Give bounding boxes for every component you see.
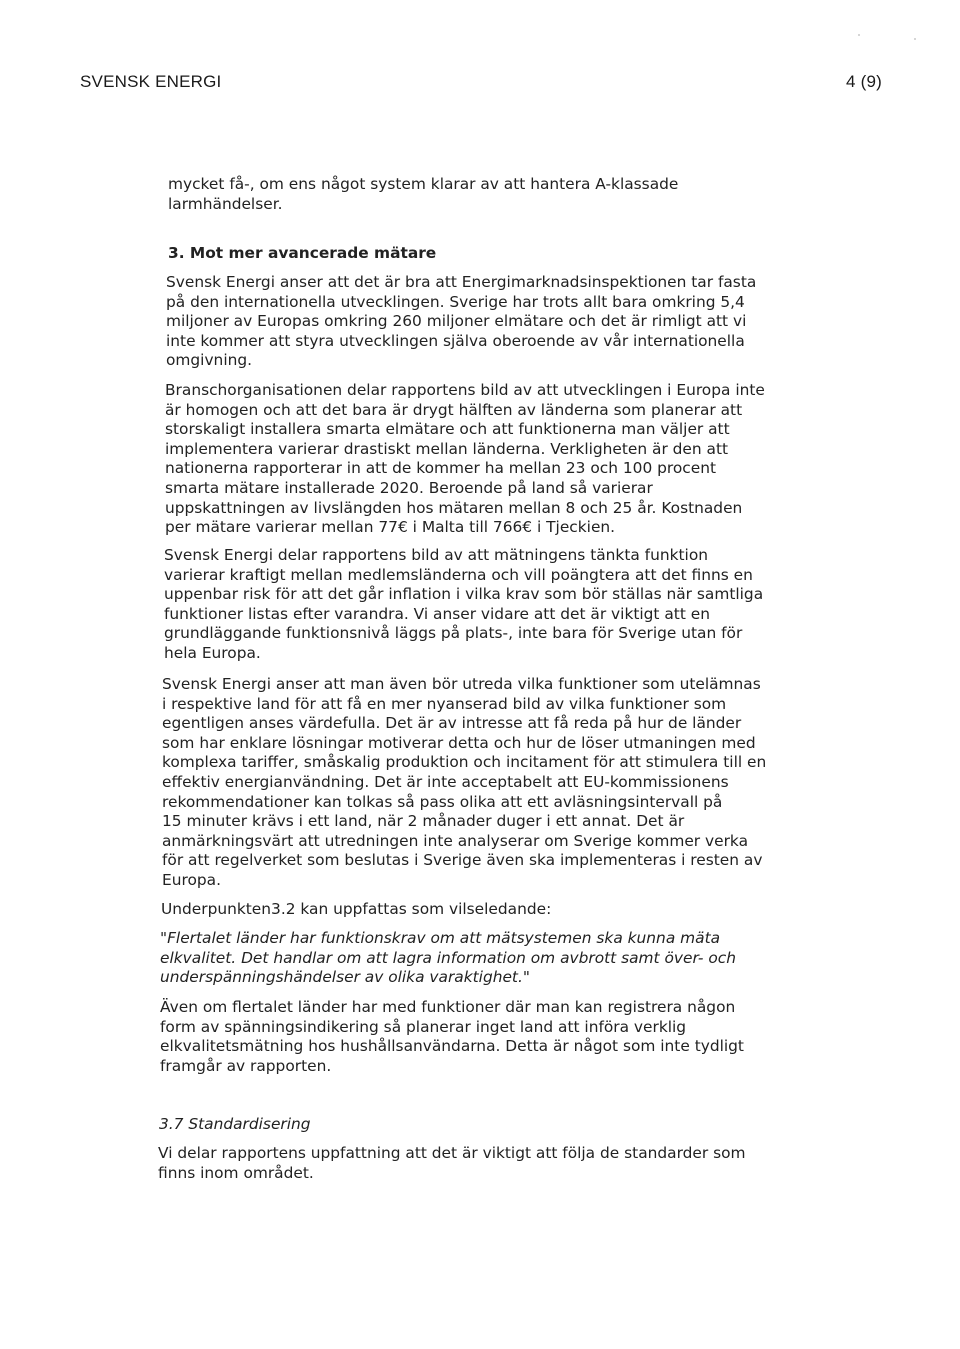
paragraph-power-quality: Även om flertalet länder har med funktioner där man kan registrera någon form av spänningsindikering så planerar inget land att införa verklig elkvalitetsmätning hos hushållsanvändarna. Detta är något som inte tydligt framgår av rapporten. <box>160 998 744 1075</box>
scan-speck <box>858 34 860 36</box>
paragraph-international-development: Svensk Energi anser att det är bra att Energimarknadsinspektionen tar fasta på den internationella utvecklingen. Sverige har trots allt bara omkring 5,4 miljoner av Europas omkring 260 miljoner elmätare och det är rimligt att vi inte kommer att styra utvecklingen själva oberoende av vår internationella omgivning. <box>166 273 757 370</box>
section-3-heading: 3. Mot mer avancerade mätare <box>168 244 437 262</box>
paragraph-subpoint-misleading: Underpunkten3.2 kan uppfattas som vilseledande: <box>161 900 552 918</box>
quote-block: "Flertalet länder har funktionskrav om att mätsystemen ska kunna mäta elkvalitet. Det handlar om att lagra information om avbrott samt över- och underspänningshändelser av olika varaktighet." <box>160 929 737 987</box>
header-page-number: 4 (9) <box>846 72 882 91</box>
section-3-7-heading: 3.7 Standardisering <box>159 1115 311 1133</box>
paragraph-standardisation: Vi delar rapportens uppfattning att det är viktigt att följa de standarder som finns inom området. <box>158 1144 746 1182</box>
scan-speck <box>914 38 916 40</box>
paragraph-intro: mycket få-, om ens något system klarar av att hantera A-klassade larmhändelser. <box>168 175 679 213</box>
paragraph-omitted-functions: Svensk Energi anser att man även bör utreda vilka funktioner som utelämnas i respektive land för att få en mer nyanserad bild av vilka funktioner som egentligen anses värdefulla. Det är av intresse att få reda på hur de länder som har enklare lösningar motiverar detta och hur de löser utmaningen med komplexa tariffer, småskalig produktion och incitament för att stimulera till en effektiv energianvändning. Det är inte acceptabelt att EU-kommissionens rekommendationer kan tolkas så pass olika att ett avläsningsintervall på 15 minuter krävs i ett land, när 2 månader duger i ett annat. Det är anmärkningsvärt att utredningen inte analyserar om Sverige kommer verka för att regelverket som beslutas i Sverige även ska implementeras i resten av Europa. <box>162 675 767 889</box>
paragraph-branch-organisation: Branschorganisationen delar rapportens bild av att utvecklingen i Europa inte är homogen och att det bara är drygt hälften av länderna som planerar att storskaligt installera smarta elmätare och att funktionerna man väljer att implementera varierar drastiskt mellan länderna. Verkligheten är den att nationerna rapporterar in att de kommer ha mellan 23 och 100 procent smarta mätare installerade 2020. Beroende på land så varierar uppskattningen av livslängden hos mätaren mellan 8 och 25 år. Kostnaden per mätare varierar mellan 77€ i Malta till 766€ i Tjeckien. <box>165 381 765 537</box>
header-organization: SVENSK ENERGI <box>80 72 222 91</box>
paragraph-measurement-function: Svensk Energi delar rapportens bild av att mätningens tänkta funktion varierar kraftigt mellan medlemsländerna och vill poängtera att det finns en uppenbar risk för att det går inflation i vilka krav som bör ställas när samtliga funktioner listas efter varandra. Vi anser vidare att det är viktigt att en grundläggande funktionsnivå läggs på plats-, inte bara för Sverige utan för hela Europa. <box>164 546 764 662</box>
